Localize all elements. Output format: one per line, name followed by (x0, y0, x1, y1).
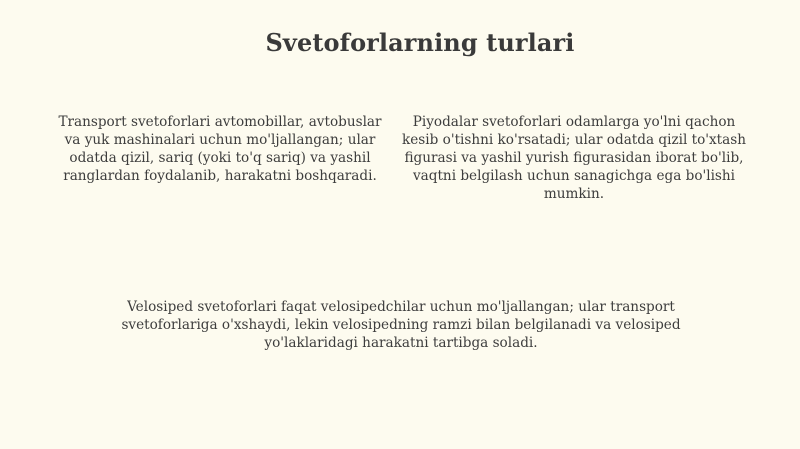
slide-title: Svetoforlarning turlari (265, 28, 575, 57)
pedestrian-lights-text: Piyodalar svetoforlari odamlarga yo'lni qachon kesib o'tishni ko'rsatadi; ular odatda qizil to'xtash figurasi va yashil yurish figurasidan iborat bo'lib, vaqtni belgilash uchun sanagichga ega bo'lishi mumkin. (402, 114, 746, 202)
transport-lights-text: Transport svetoforlari avtomobillar, avtobuslar va yuk mashinalari uchun mo'ljallangan; ular odatda qizil, sariq (yoki to'q sariq) va yashil ranglardan foydalanib, harakatni boshqaradi. (58, 114, 382, 184)
bicycle-lights-text: Velosiped svetoforlari faqat velosipedchilar uchun mo'ljallangan; ular transport svetoforlariga o'xshaydi, lekin velosipedning ramzi bilan belgilanadi va velosiped yo'laklaridagi harakatni tartibga soladi. (121, 299, 681, 351)
